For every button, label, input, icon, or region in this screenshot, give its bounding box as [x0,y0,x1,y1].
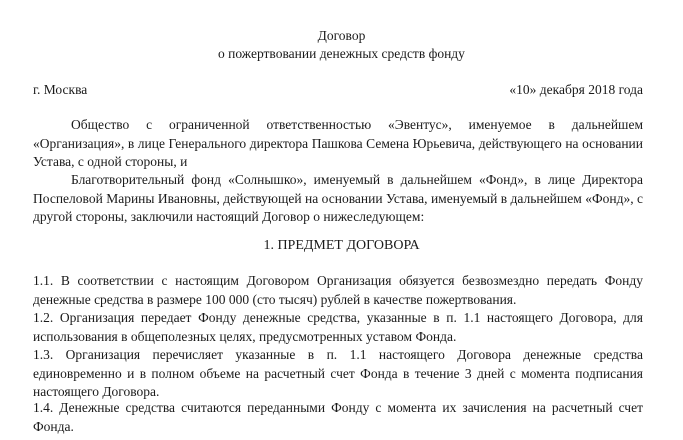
party-organization: Общество с ограниченной ответственностью «Эвентус», именуемое в дальнейшем «Организация», в лице Генерального директора Пашкова Семена Юрьевича, действующего на основании Устава, с одной стороны, и [33,117,643,169]
document-title: Договор [317,28,366,43]
clause-1-2: 1.2. Организация передает Фонду денежные средства, указанные в п. 1.1 настоящего Договора, для использования в общеполезных целях, предусмотренных уставом Фонда. [33,310,643,344]
clause-1-4: 1.4. Денежные средства считаются переданными Фонду с момента их зачисления на расчетный счет Фонда. [33,400,643,434]
place-date-row [33,81,643,99]
date: «10» декабря 2018 года [509,82,643,97]
city: г. Москва [33,82,88,97]
section-title: 1. ПРЕДМЕТ ДОГОВОРА [263,238,420,253]
clause-1-3: 1.3. Организация перечисляет указанные в п. 1.1 настоящего Договора денежные средства единовременно и в полном объеме на расчетный счет Фонда в течение 3 дней с момента подписания настоящего Договора. [33,347,643,399]
clause-1-1: 1.1. В соответствии с настоящим Договором Организация обязуется безвозмездно передать Фонду денежные средства в размере 100 000 (сто тысяч) рублей в качестве пожертвования. [33,273,643,307]
document-subtitle: о пожертвовании денежных средств фонду [218,46,465,61]
party-fund: Благотворительный фонд «Солнышко», именуемый в дальнейшем «Фонд», в лице Директора Поспеловой Марины Ивановны, действующей на основании Устава, именуемый в дальнейшем «Фонд», с другой стороны, заключили настоящий Договор о нижеследующем: [33,172,643,224]
